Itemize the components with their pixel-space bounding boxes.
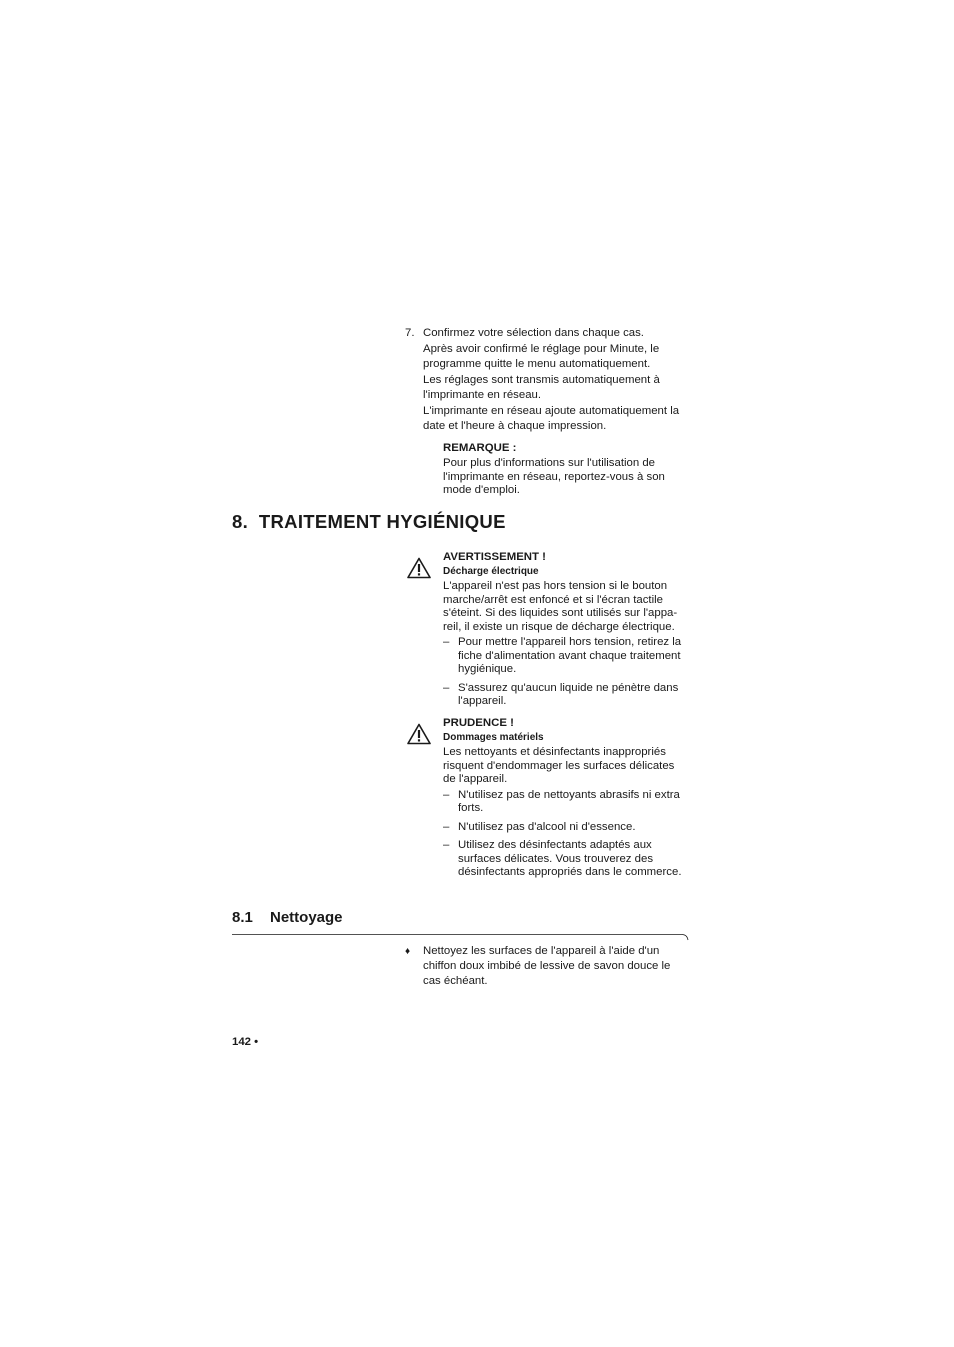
list-item [443,821,703,835]
list-item-line: Pour mettre l'appareil hors tension, retirez la [458,636,682,648]
list-item-line: N'utilisez pas d'alcool ni d'essence. [458,820,636,833]
remark-title: REMARQUE : [443,442,517,454]
warning-block [443,550,703,709]
list-item-line: Utilisez des désinfectants adaptés aux [458,839,652,851]
remark-line: mode d'emploi. [443,484,520,496]
caution-title: PRUDENCE ! [443,717,514,729]
caution-body [443,746,703,787]
warning-triangle-icon [407,557,431,579]
warning-subtitle: Décharge électrique [443,566,539,577]
list-item [443,839,703,880]
step-7-line: Confirmez votre sélection dans chaque cas. [423,327,644,339]
step-7-line: programme quitte le menu automatiquement. [423,358,651,370]
cleaning-instruction [423,944,703,989]
remark-line: Pour plus d'informations sur l'utilisation de [443,457,656,469]
warning-line: s'éteint. Si des liquides sont utilisés sur l'appa- [443,607,678,619]
step-7-line: date et l'heure à chaque impression. [423,420,607,432]
step-7-number: 7. [405,327,415,339]
list-item-line: désinfectants appropriés dans le commerce. [458,866,682,878]
dash-bullet: – [443,820,450,833]
step-7-text [423,326,703,434]
section-rule [232,931,692,943]
warning-body [443,580,703,634]
list-item-line: S'assurez qu'aucun liquide ne pénètre dans [458,681,679,694]
list-item-line: forts. [458,802,484,814]
caution-block [443,716,703,880]
caution-line: Les nettoyants et désinfectants inappropriés [443,746,666,758]
step-7-line: L'imprimante en réseau ajoute automatiquement la [423,405,680,417]
list-item-line: l'appareil. [458,695,507,707]
section-8-1-title: Nettoyage [270,909,343,926]
page-number: 142 • [232,1036,259,1048]
list-item [443,636,703,677]
warning-line: reil, il existe un risque de décharge électrique. [443,620,675,633]
section-8-1-number: 8.1 [232,909,253,926]
remark-body [443,457,703,498]
list-item [443,682,703,709]
list-item [443,789,703,816]
list-item-line: surfaces délicates. Vous trouverez des [458,852,654,865]
cleaning-line: chiffon doux imbibé de lessive de savon douce le [423,960,671,972]
warning-line: marche/arrêt est enfoncé et si l'écran tactile [443,593,663,606]
warning-title: AVERTISSEMENT ! [443,551,546,563]
list-item-line: N'utilisez pas de nettoyants abrasifs ni extra [458,788,680,801]
remark-note [443,441,703,498]
remark-line: l'imprimante en réseau, reportez-vous à son [443,470,665,483]
cleaning-line: cas échéant. [423,975,488,987]
caution-line: risquent d'endommager les surfaces délicates [443,759,675,772]
diamond-bullet: ♦ [405,946,411,957]
warning-triangle-icon [407,723,431,745]
cleaning-line: Nettoyez les surfaces de l'appareil à l'aide d'un [423,945,660,957]
step-7-line: l'imprimante en réseau. [423,389,542,401]
dash-bullet: – [443,788,450,801]
caution-line: de l'appareil. [443,773,508,785]
list-item-line: fiche d'alimentation avant chaque traitement [458,649,681,662]
step-7-line: Les réglages sont transmis automatiquement à [423,374,660,386]
step-7-line: Après avoir confirmé le réglage pour Minute, le [423,343,660,355]
caution-subtitle: Dommages matériels [443,732,544,743]
list-item-line: hygiénique. [458,663,517,675]
dash-bullet: – [443,681,450,694]
section-8-heading: 8. TRAITEMENT HYGIÉNIQUE [232,511,506,532]
warning-line: L'appareil n'est pas hors tension si le bouton [443,580,668,592]
dash-bullet: – [443,636,450,648]
dash-bullet: – [443,839,450,851]
